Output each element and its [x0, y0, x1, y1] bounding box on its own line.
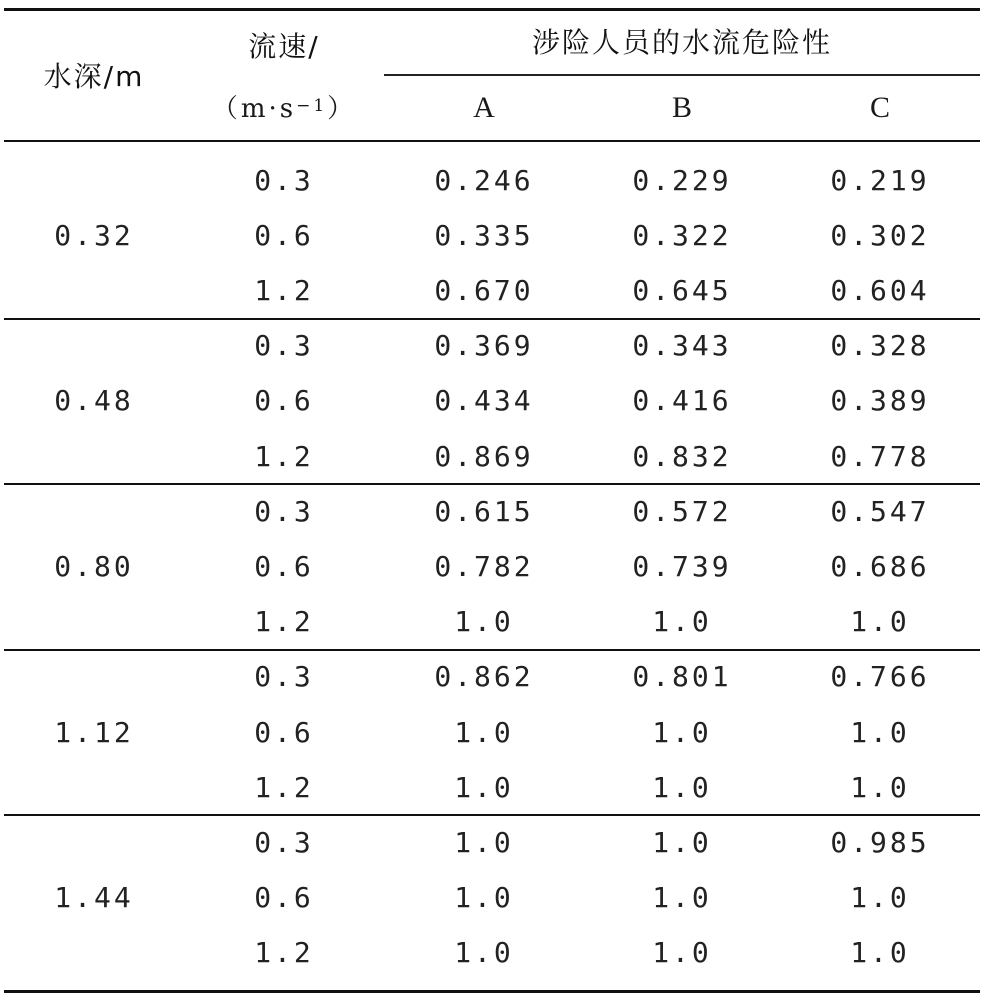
hazard-cell-b: 1.0	[652, 770, 712, 804]
hazard-cell-b: 0.832	[632, 439, 732, 473]
hazard-cell-b: 0.416	[632, 384, 732, 418]
hazard-cell-b: 0.801	[632, 660, 732, 694]
group-header-rule	[384, 74, 980, 76]
velocity-cell: 1.2	[254, 770, 314, 804]
velocity-cell: 0.3	[254, 660, 314, 694]
hazard-cell-c: 0.686	[830, 549, 930, 583]
velocity-cell: 1.2	[254, 439, 314, 473]
hazard-cell-c: 1.0	[850, 605, 910, 639]
hazard-cell-b: 0.572	[632, 494, 732, 528]
hazard-group-header: 涉险人员的水流危险性	[531, 26, 832, 59]
hazard-cell-a: 1.0	[454, 770, 514, 804]
velocity-cell: 0.6	[254, 384, 314, 418]
hazard-cell-b: 1.0	[652, 605, 712, 639]
header-bottom-rule	[4, 140, 980, 142]
depth-header: 水深/m	[43, 60, 145, 93]
hazard-cell-a: 0.862	[434, 660, 534, 694]
hazard-cell-a: 1.0	[454, 715, 514, 749]
hazard-cell-a: 1.0	[454, 936, 514, 970]
hazard-cell-a: 1.0	[454, 881, 514, 915]
hazard-cell-a: 0.434	[434, 384, 534, 418]
hazard-cell-a: 0.246	[434, 163, 534, 197]
column-header-c: C	[869, 91, 890, 124]
hazard-cell-b: 0.343	[632, 329, 732, 363]
hazard-cell-c: 0.778	[830, 439, 930, 473]
velocity-cell: 0.6	[254, 218, 314, 252]
hazard-cell-a: 0.335	[434, 218, 534, 252]
hazard-cell-c: 0.302	[830, 218, 930, 252]
hazard-cell-c: 1.0	[850, 936, 910, 970]
hazard-cell-b: 1.0	[652, 825, 712, 859]
hazard-cell-c: 0.766	[830, 660, 930, 694]
velocity-cell: 0.3	[254, 163, 314, 197]
velocity-cell: 1.2	[254, 605, 314, 639]
column-header-b: B	[671, 91, 692, 124]
hazard-cell-b: 1.0	[652, 936, 712, 970]
hazard-cell-a: 0.670	[434, 273, 534, 307]
depth-cell: 0.32	[54, 218, 134, 252]
hazard-cell-a: 0.369	[434, 329, 534, 363]
hazard-cell-c: 0.219	[830, 163, 930, 197]
hazard-cell-a: 0.615	[434, 494, 534, 528]
hazard-cell-c: 0.985	[830, 825, 930, 859]
hazard-cell-a: 0.782	[434, 549, 534, 583]
hazard-cell-b: 0.229	[632, 163, 732, 197]
hazard-cell-b: 0.322	[632, 218, 732, 252]
hazard-cell-b: 1.0	[652, 881, 712, 915]
velocity-cell: 0.6	[254, 549, 314, 583]
column-header-a: A	[473, 91, 495, 124]
depth-cell: 1.12	[54, 715, 134, 749]
velocity-cell: 0.6	[254, 715, 314, 749]
velocity-unit	[194, 79, 374, 133]
hazard-cell-c: 0.328	[830, 329, 930, 363]
bottom-rule	[4, 990, 980, 993]
velocity-cell: 0.3	[254, 329, 314, 363]
hazard-cell-b: 1.0	[652, 715, 712, 749]
depth-cell: 0.48	[54, 384, 134, 418]
velocity-cell: 0.6	[254, 881, 314, 915]
hazard-cell-c: 1.0	[850, 770, 910, 804]
hazard-cell-c: 0.547	[830, 494, 930, 528]
velocity-cell: 0.3	[254, 825, 314, 859]
hazard-cell-c: 1.0	[850, 881, 910, 915]
hazard-cell-a: 1.0	[454, 605, 514, 639]
hazard-cell-a: 0.869	[434, 439, 534, 473]
velocity-unit-suffix: ）	[327, 93, 357, 124]
velocity-unit-prefix: （m·s	[211, 93, 297, 124]
hazard-cell-b: 0.645	[632, 273, 732, 307]
hazard-cell-b: 0.739	[632, 549, 732, 583]
velocity-cell: 0.3	[254, 494, 314, 528]
top-rule	[4, 8, 980, 11]
hazard-cell-c: 0.389	[830, 384, 930, 418]
hazard-cell-a: 1.0	[454, 825, 514, 859]
velocity-cell: 1.2	[254, 936, 314, 970]
velocity-cell: 1.2	[254, 273, 314, 307]
hazard-cell-c: 0.604	[830, 273, 930, 307]
velocity-unit-exponent: −1	[296, 96, 328, 116]
hazard-cell-c: 1.0	[850, 715, 910, 749]
depth-cell: 1.44	[54, 881, 134, 915]
depth-cell: 0.80	[54, 549, 134, 583]
velocity-header: 流速/	[248, 30, 320, 63]
